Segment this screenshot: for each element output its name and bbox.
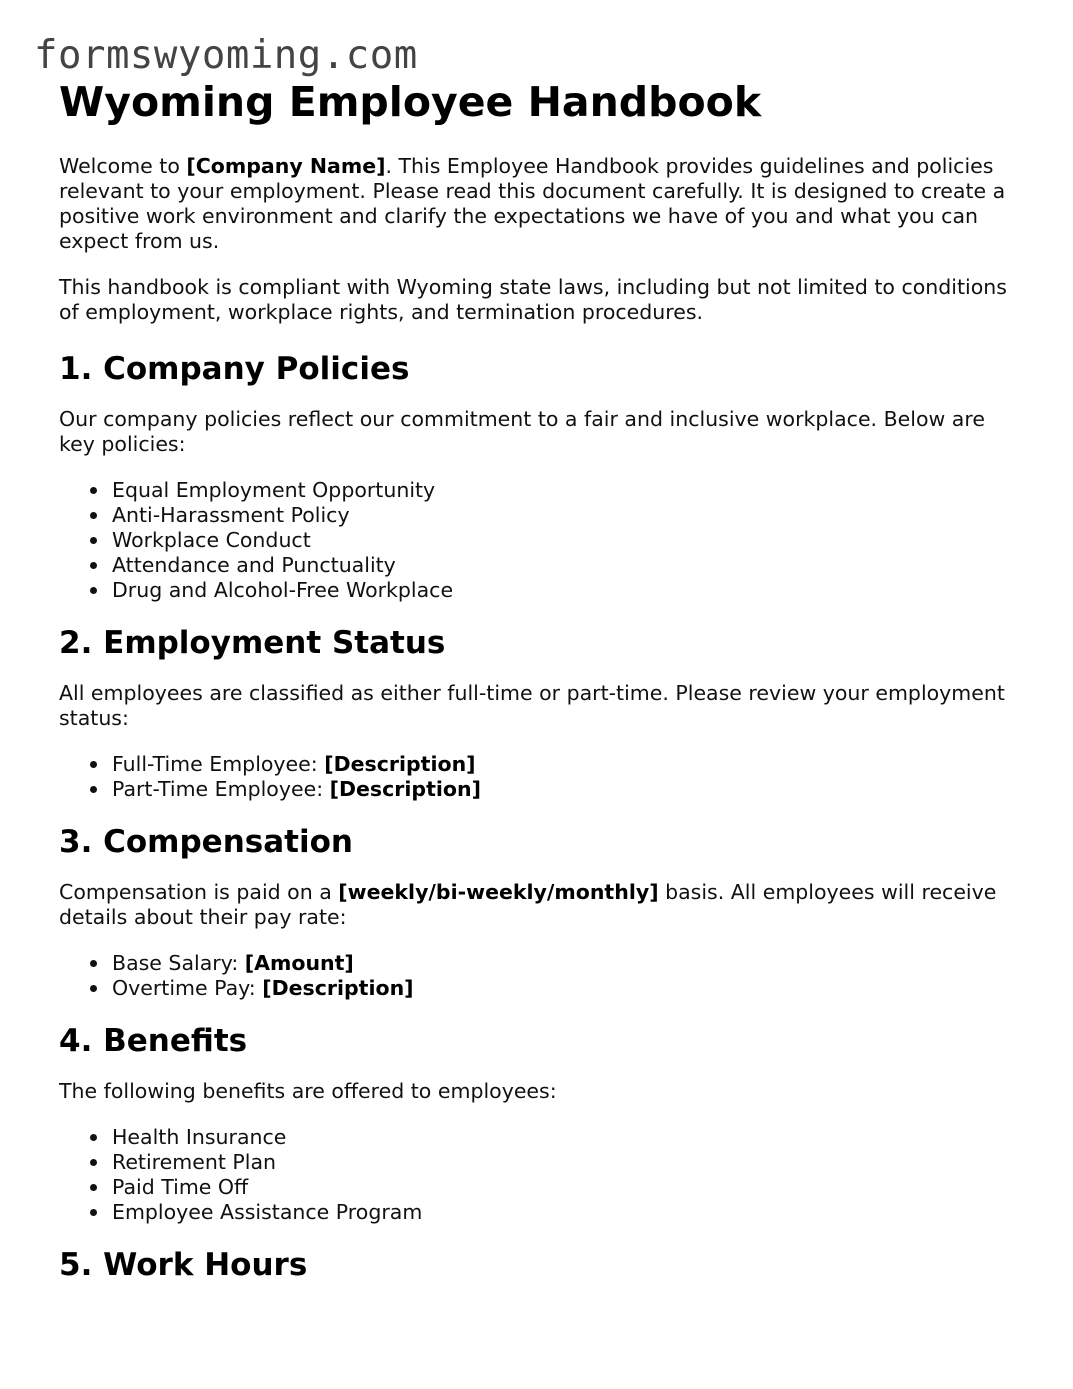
item-label: Overtime Pay:	[112, 976, 263, 1000]
intro-text-end: . This Employee Handbook provides guidelines and policies relevant to your employment. Please read this document carefully. It is designed to create a positive work environment and clarify the expectations we have of you and what you can expect from us.	[59, 154, 1006, 253]
item-placeholder: [Description]	[262, 976, 414, 1000]
employment-status-list	[59, 752, 1019, 802]
pay-frequency-placeholder: [weekly/bi-weekly/monthly]	[338, 880, 659, 904]
company-policies-list	[59, 478, 1019, 603]
section-title-benefits: 4. Benefits	[59, 1023, 248, 1059]
section-title-work-hours: 5. Work Hours	[59, 1247, 308, 1283]
section-title-employment-status: 2. Employment Status	[59, 625, 446, 661]
handbook-document	[59, 74, 1019, 1285]
item-label: Full-Time Employee:	[112, 752, 325, 776]
list-item: Anti-Harassment Policy	[112, 503, 1019, 528]
compensation-text-end: basis. All employees will receive details about their pay rate:	[59, 880, 997, 929]
site-watermark: formswyoming.com	[34, 33, 418, 78]
list-item	[112, 777, 1019, 802]
list-item: Equal Employment Opportunity	[112, 478, 1019, 503]
list-item: Retirement Plan	[112, 1150, 1019, 1175]
list-item	[112, 976, 1019, 1001]
list-item: Paid Time Off	[112, 1175, 1019, 1200]
item-label: Base Salary:	[112, 951, 245, 975]
item-placeholder: [Amount]	[244, 951, 354, 975]
benefits-list	[59, 1125, 1019, 1225]
list-item: Workplace Conduct	[112, 528, 1019, 553]
compensation-text	[59, 880, 1019, 930]
section-title-compensation: 3. Compensation	[59, 824, 353, 860]
list-item: Drug and Alcohol-Free Workplace	[112, 578, 1019, 603]
list-item: Attendance and Punctuality	[112, 553, 1019, 578]
item-placeholder: [Description]	[329, 777, 481, 801]
page-title: Wyoming Employee Handbook	[59, 78, 762, 126]
list-item	[112, 951, 1019, 976]
intro-text-start: Welcome to	[59, 154, 187, 178]
intro-paragraph	[59, 154, 1019, 254]
list-item	[112, 752, 1019, 777]
benefits-text: The following benefits are offered to employees:	[59, 1079, 557, 1103]
section-title-company-policies: 1. Company Policies	[59, 351, 410, 387]
compensation-text-start: Compensation is paid on a	[59, 880, 339, 904]
employment-status-text: All employees are classified as either full-time or part-time. Please review your employment status:	[59, 681, 1005, 730]
company-policies-text: Our company policies reflect our commitment to a fair and inclusive workplace. Below are key policies:	[59, 407, 985, 456]
item-placeholder: [Description]	[324, 752, 476, 776]
item-label: Part-Time Employee:	[112, 777, 330, 801]
list-item: Health Insurance	[112, 1125, 1019, 1150]
compensation-list	[59, 951, 1019, 1001]
list-item: Employee Assistance Program	[112, 1200, 1019, 1225]
compliance-paragraph: This handbook is compliant with Wyoming state laws, including but not limited to conditions of employment, workplace rights, and termination procedures.	[59, 275, 1007, 324]
company-name-placeholder: [Company Name]	[186, 154, 386, 178]
